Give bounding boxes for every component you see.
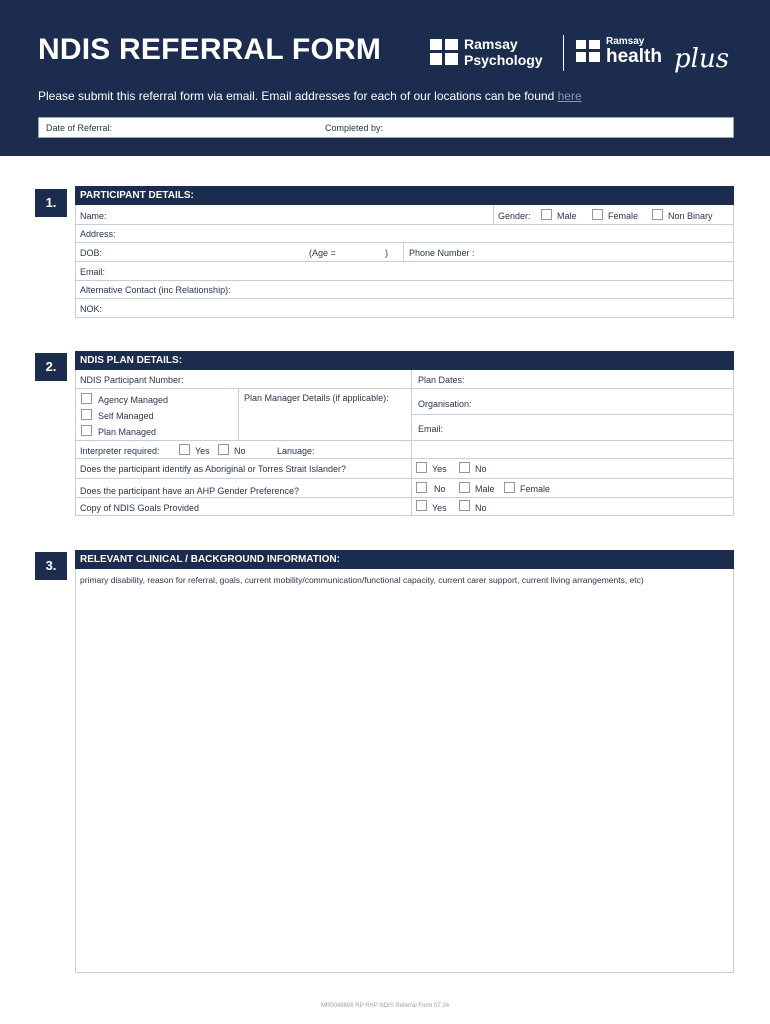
aboriginal-no-checkbox[interactable]: [459, 462, 470, 473]
gender-male-label: Male: [557, 211, 577, 221]
age-close-label: ): [385, 248, 388, 258]
interpreter-yes-label: Yes: [195, 446, 210, 456]
date-of-referral-label: Date of Referral:: [46, 123, 113, 133]
footer-code: MR0048606 RP RHP NDIS Referral Form 07.24: [320, 1003, 450, 1009]
phone-label: Phone Number :: [409, 248, 475, 258]
plan-managed-label: Plan Managed: [98, 427, 157, 437]
section1-heading: PARTICIPANT DETAILS:: [75, 186, 734, 205]
gender-pref-no-checkbox[interactable]: [416, 482, 427, 493]
gender-male-checkbox[interactable]: [541, 209, 552, 220]
section3-heading: RELEVANT CLINICAL / BACKGROUND INFORMATION:: [75, 550, 734, 569]
goals-label: Copy of NDIS Goals Provided: [80, 503, 200, 513]
interpreter-no-checkbox[interactable]: [218, 444, 229, 455]
gender-female-label: Female: [608, 211, 639, 221]
goals-yes-label: Yes: [432, 503, 447, 513]
interpreter-label: Interpreter required:: [80, 446, 160, 456]
section3-number: 3.: [35, 552, 67, 580]
clinical-info-textarea[interactable]: [75, 569, 734, 973]
goals-no-checkbox[interactable]: [459, 500, 470, 511]
logo1-line2: Psychology: [464, 52, 543, 68]
interpreter-no-label: No: [234, 446, 246, 456]
plan-managed-checkbox[interactable]: [81, 425, 92, 436]
self-managed-label: Self Managed: [98, 411, 154, 421]
logo2-big: health: [606, 46, 662, 67]
section2-number: 2.: [35, 353, 67, 381]
aboriginal-no-label: No: [475, 464, 487, 474]
aboriginal-yes-checkbox[interactable]: [416, 462, 427, 473]
section1-number: 1.: [35, 189, 67, 217]
gender-nonbinary-checkbox[interactable]: [652, 209, 663, 220]
header-banner: [0, 0, 770, 156]
gender-pref-male-label: Male: [475, 484, 495, 494]
section2-heading: NDIS PLAN DETAILS:: [75, 351, 734, 370]
gender-pref-female-label: Female: [520, 484, 551, 494]
organisation-label: Organisation:: [418, 399, 472, 409]
goals-yes-checkbox[interactable]: [416, 500, 427, 511]
locations-link[interactable]: here: [557, 89, 582, 103]
page-title: NDIS REFERRAL FORM: [38, 33, 382, 66]
clinical-info-hint: primary disability, reason for referral, goals, current mobility/communication/functional capacity, current carer support, current living arrangements, etc): [80, 575, 644, 585]
completed-by-label: Completed by:: [325, 123, 384, 133]
gender-preference-question: Does the participant have an AHP Gender Preference?: [80, 486, 299, 496]
ramsay-logo-mark-icon: [430, 39, 458, 65]
logo2-script: plus: [674, 44, 730, 74]
dob-label: DOB:: [80, 248, 103, 258]
referral-bar: [38, 117, 734, 138]
gender-pref-no-label: No: [434, 484, 446, 494]
logo2-small: Ramsay: [606, 36, 645, 47]
address-label: Address:: [80, 229, 116, 239]
age-open-label: (Age =: [309, 248, 336, 258]
gender-pref-female-checkbox[interactable]: [504, 482, 515, 493]
participant-number-label: NDIS Participant Number:: [80, 375, 184, 385]
plan-manager-email-label: Email:: [418, 424, 444, 434]
intro-text-row: [38, 89, 582, 103]
gender-pref-male-checkbox[interactable]: [459, 482, 470, 493]
logo-divider: [563, 35, 564, 71]
gender-female-checkbox[interactable]: [592, 209, 603, 220]
email-label: Email:: [80, 267, 106, 277]
goals-no-label: No: [475, 503, 487, 513]
language-label: Lanuage:: [277, 446, 315, 456]
aboriginal-question: Does the participant identify as Aboriginal or Torres Strait Islander?: [80, 464, 346, 474]
self-managed-checkbox[interactable]: [81, 409, 92, 420]
alt-contact-label: Alternative Contact (inc Relationship):: [80, 285, 231, 295]
logo1-line1: Ramsay: [464, 36, 518, 52]
ramsay-logo-mark-icon-2: [576, 40, 600, 62]
gender-label: Gender:: [498, 211, 531, 221]
gender-nonbinary-label: Non Binary: [668, 211, 713, 221]
agency-managed-label: Agency Managed: [98, 395, 169, 405]
intro-text: Please submit this referral form via email. Email addresses for each of our locations can be found: [38, 89, 555, 103]
agency-managed-checkbox[interactable]: [81, 393, 92, 404]
name-label: Name:: [80, 211, 107, 221]
aboriginal-yes-label: Yes: [432, 464, 447, 474]
interpreter-yes-checkbox[interactable]: [179, 444, 190, 455]
plan-manager-label: Plan Manager Details (if applicable):: [244, 393, 389, 403]
nok-label: NOK:: [80, 304, 103, 314]
plan-dates-label: Plan Dates:: [418, 375, 465, 385]
